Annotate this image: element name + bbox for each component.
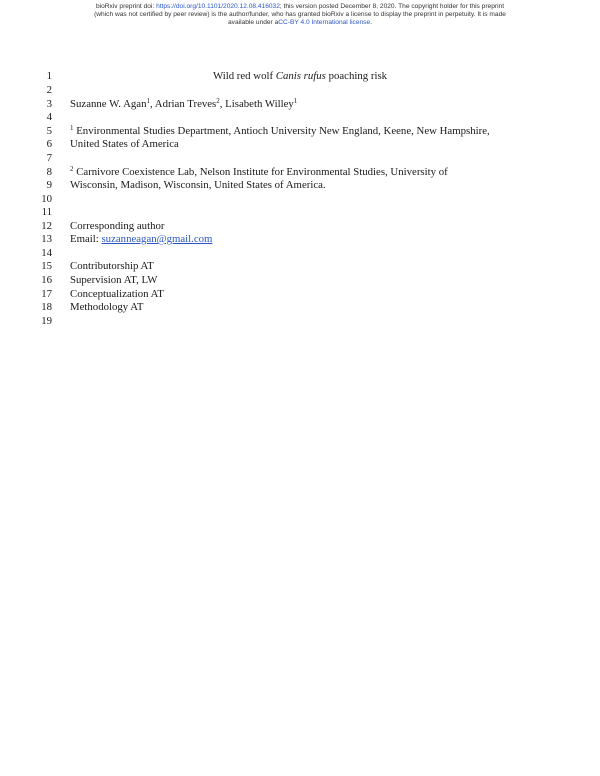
author-affiliation-sup: 2 [216, 97, 220, 105]
corresponding-email-line [70, 233, 212, 247]
header-available-text: available under a [228, 19, 279, 26]
line-number: 17 [41, 288, 52, 300]
preprint-header-line-1 [40, 3, 560, 11]
contribution-item: Supervision AT, LW [70, 274, 158, 286]
line-number: 1 [46, 70, 52, 82]
affiliation-2-line-2: Wisconsin, Madison, Wisconsin, United States of America. [70, 179, 326, 191]
line-number: 6 [46, 138, 52, 150]
line-number: 12 [41, 220, 52, 232]
line-number: 5 [46, 125, 52, 137]
author-name: , Lisabeth Willey [219, 98, 294, 110]
contribution-item: Methodology AT [70, 301, 144, 313]
affiliation-sup: 2 [70, 165, 74, 173]
title-prefix: Wild red wolf [212, 70, 276, 82]
paper-title [0, 70, 600, 84]
preprint-header [40, 3, 560, 27]
line-number: 11 [41, 206, 52, 218]
header-posted-text: ; this version posted December 8, 2020. The copyright holder for this preprint [279, 3, 505, 10]
line-number: 2 [46, 84, 52, 96]
header-doi-prefix: bioRxiv preprint doi: [95, 3, 157, 10]
author-list [70, 98, 297, 112]
line-number: 7 [46, 152, 52, 164]
line-number: 3 [46, 98, 52, 110]
line-number: 19 [41, 315, 52, 327]
affiliation-sup: 1 [70, 124, 74, 132]
line-number: 13 [41, 233, 52, 245]
contribution-item: Conceptualization AT [70, 288, 164, 300]
line-number: 9 [46, 179, 52, 191]
author-name: , Adrian Treves [149, 98, 217, 110]
line-number: 15 [41, 260, 52, 272]
preprint-header-line-2: (which was not certified by peer review) is the author/funder, who has granted bioRxiv a license to display the preprint in perpetuity. It is made [94, 11, 506, 18]
title-suffix: poaching risk [325, 70, 388, 82]
line-number: 4 [46, 111, 52, 123]
affiliation-1-line-1 [70, 125, 490, 139]
line-number: 14 [41, 247, 52, 259]
author-affiliation-sup: 1 [146, 97, 150, 105]
author-name: Suzanne W. Agan [70, 98, 147, 110]
affiliation-text: Carnivore Coexistence Lab, Nelson Institute for Environmental Studies, University of [73, 166, 448, 178]
corresponding-author-label: Corresponding author [70, 220, 165, 232]
affiliation-1-line-2: United States of America [70, 138, 179, 150]
line-number: 18 [41, 301, 52, 313]
contribution-item: Contributorship AT [70, 260, 154, 272]
title-species: Canis rufus [275, 70, 326, 82]
email-link[interactable]: suzanneagan@gmail.com [101, 233, 213, 245]
line-number: 10 [41, 193, 52, 205]
header-period: . [370, 19, 372, 26]
doi-link[interactable]: https://doi.org/10.1101/2020.12.08.416032 [156, 3, 280, 10]
affiliation-2-line-1 [70, 166, 448, 180]
email-label: Email: [70, 233, 102, 245]
author-affiliation-sup: 1 [293, 97, 298, 105]
license-link[interactable]: CC-BY 4.0 International license [278, 19, 371, 26]
affiliation-text: Environmental Studies Department, Antioch University New England, Keene, New Hampshire, [73, 125, 490, 137]
line-number: 16 [41, 274, 52, 286]
preprint-header-line-3 [40, 19, 560, 27]
line-number: 8 [46, 166, 52, 178]
